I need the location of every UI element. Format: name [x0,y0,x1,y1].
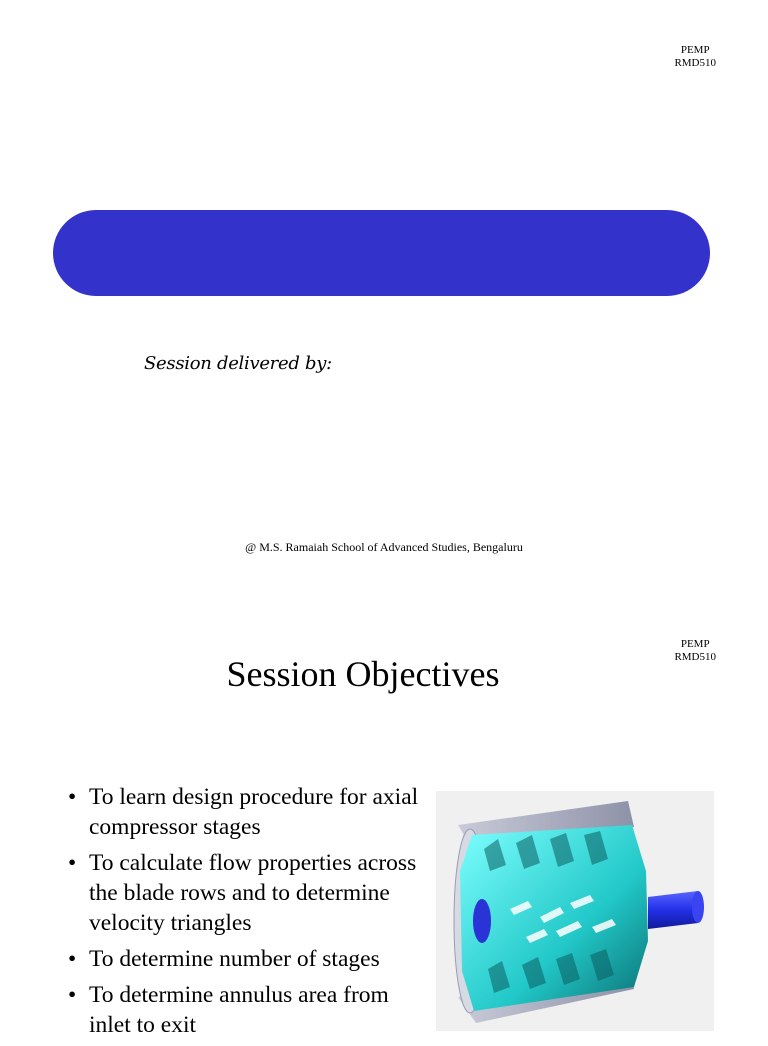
module-code: RMD510 [674,57,716,69]
list-item [68,848,428,938]
bullet-icon: • [68,784,77,810]
list-item [68,980,428,1040]
bullet-icon: • [68,982,77,1008]
hub-front [473,899,491,943]
title-banner [53,210,710,296]
objective-text: To determine number of stages [89,946,380,972]
bullet-icon: • [68,850,77,876]
list-item [68,782,428,842]
session-delivered-by: Session delivered by: [144,353,332,374]
objective-text: To calculate flow properties across the blade rows and to determine velocity triangles [89,850,417,936]
slide-title: Session Objectives [226,654,500,694]
module-code: RMD510 [674,651,716,663]
bullet-icon: • [68,946,77,972]
program-code: PEMP [680,638,710,650]
objective-text: To learn design procedure for axial compressor stages [89,784,419,840]
program-code: PEMP [680,44,710,56]
course-code [674,44,716,70]
objectives-slide [0,600,768,1038]
axial-compressor-cutaway-image [436,791,714,1031]
shaft-end [692,891,704,923]
shaft [648,891,698,929]
objective-text: To determine annulus area from inlet to exit [89,982,389,1038]
list-item [68,944,428,974]
compressor-illustration [436,791,714,1031]
objectives-list [68,782,428,1046]
copyright-footer: @ M.S. Ramaiah School of Advanced Studies, Bengaluru [245,540,523,554]
